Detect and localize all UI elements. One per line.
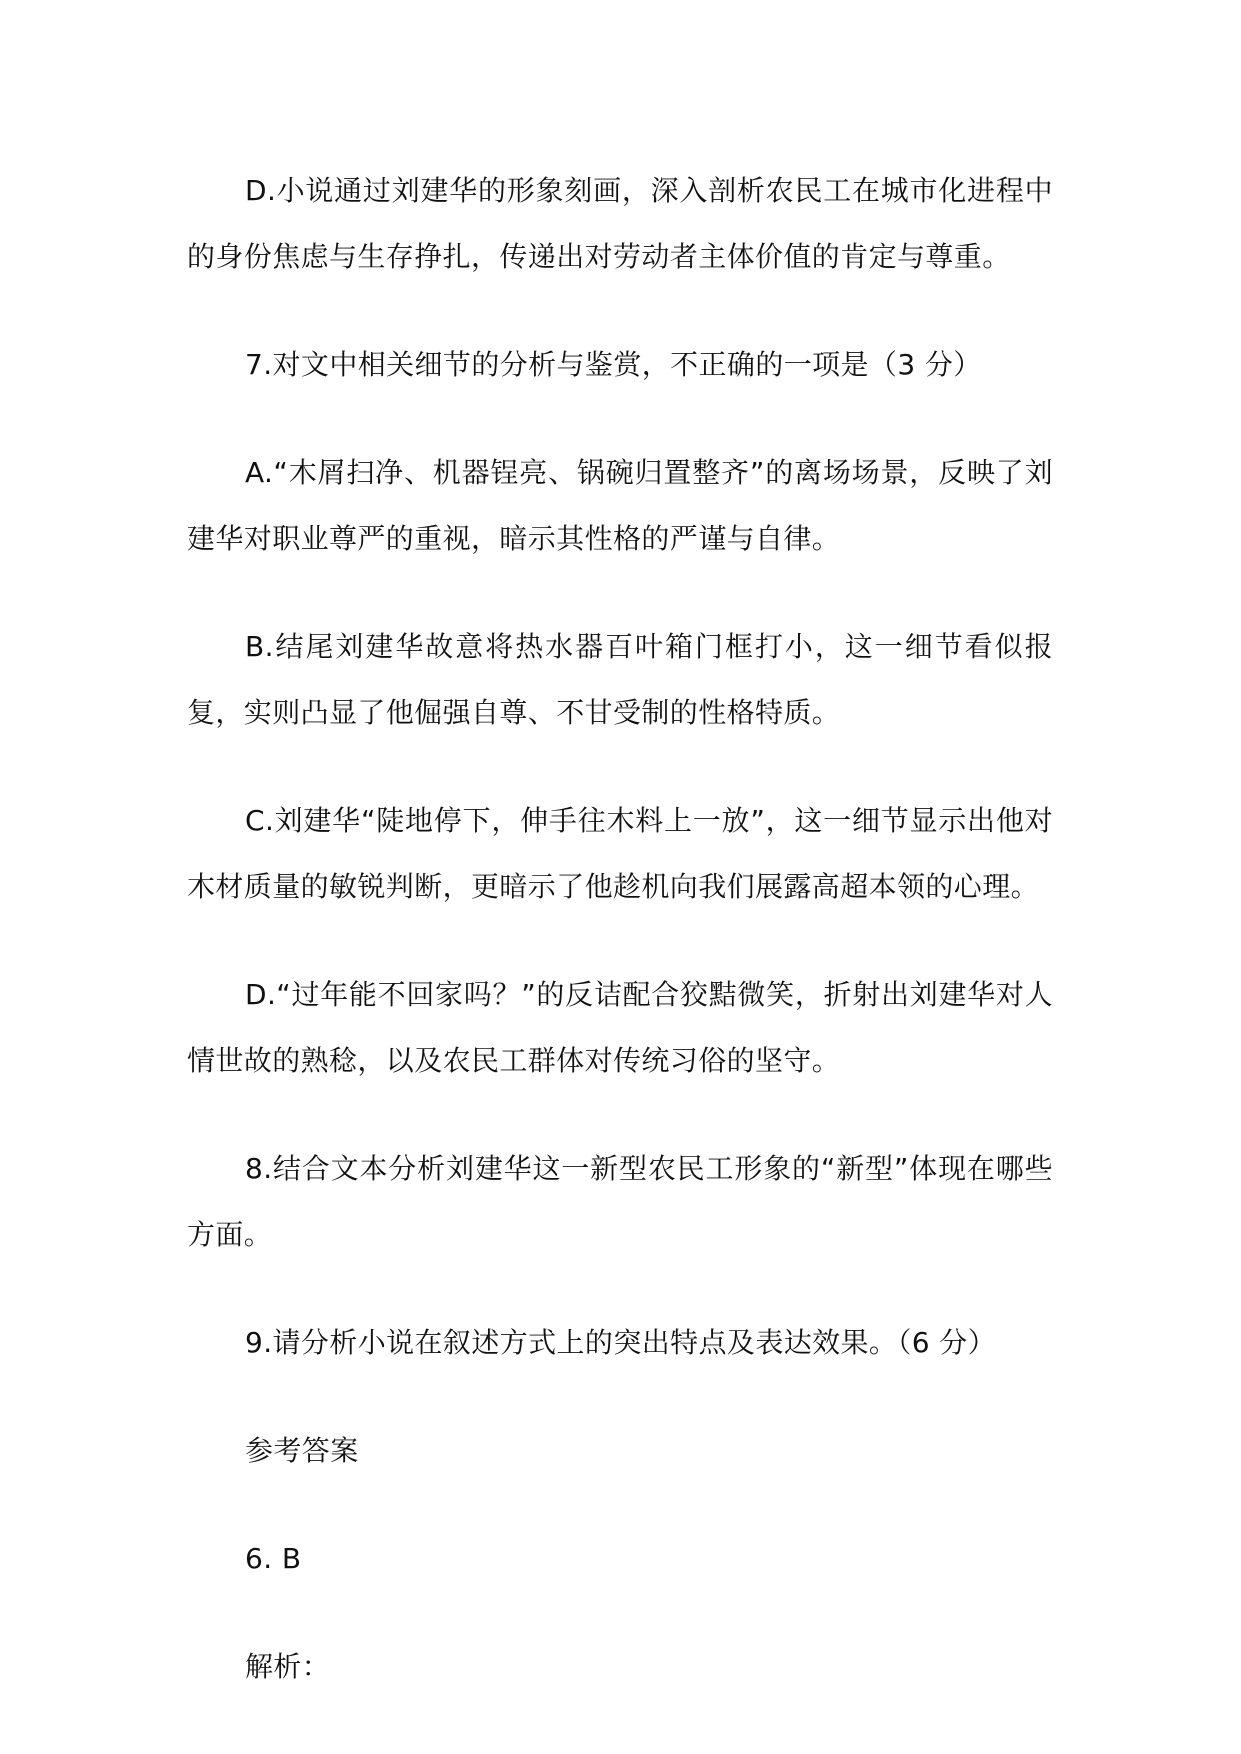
question-7: 7.对文中相关细节的分析与鉴赏，不正确的一项是（3 分）: [245, 348, 982, 381]
option-b-q7: B.结尾刘建华故意将热水器百叶箱门框打小，这一细节看似报复，实则凸显了他倔强自尊、不甘受制的性格特质。: [187, 630, 1053, 729]
option-d-q6: D.小说通过刘建华的形象刻画，深入剖析农民工在城市化进程中的身份焦虑与生存挣扎，传递出对劳动者主体价值的肯定与尊重。: [187, 174, 1053, 273]
answer-heading: 参考答案: [245, 1434, 359, 1467]
option-d-q7: D.“过年能不回家吗？”的反诘配合狡黠微笑，折射出刘建华对人情世故的熟稔，以及农民工群体对传统习俗的坚守。: [187, 978, 1053, 1077]
question-9: 9.请分析小说在叙述方式上的突出特点及表达效果。（6 分）: [245, 1326, 997, 1359]
question-8: 8.结合文本分析刘建华这一新型农民工形象的“新型”体现在哪些方面。: [187, 1152, 1053, 1251]
option-c-q7: C.刘建华“陡地停下，伸手往木料上一放”，这一细节显示出他对木材质量的敏锐判断，更暗示了他趁机向我们展露高超本领的心理。: [187, 804, 1053, 903]
document-body: [187, 158, 1053, 1742]
answer-6: 6. B: [245, 1542, 302, 1575]
analysis-label: 解析：: [245, 1650, 331, 1683]
option-a-q7: A.“木屑扫净、机器锃亮、锅碗归置整齐”的离场场景，反映了刘建华对职业尊严的重视，暗示其性格的严谨与自律。: [187, 456, 1053, 555]
